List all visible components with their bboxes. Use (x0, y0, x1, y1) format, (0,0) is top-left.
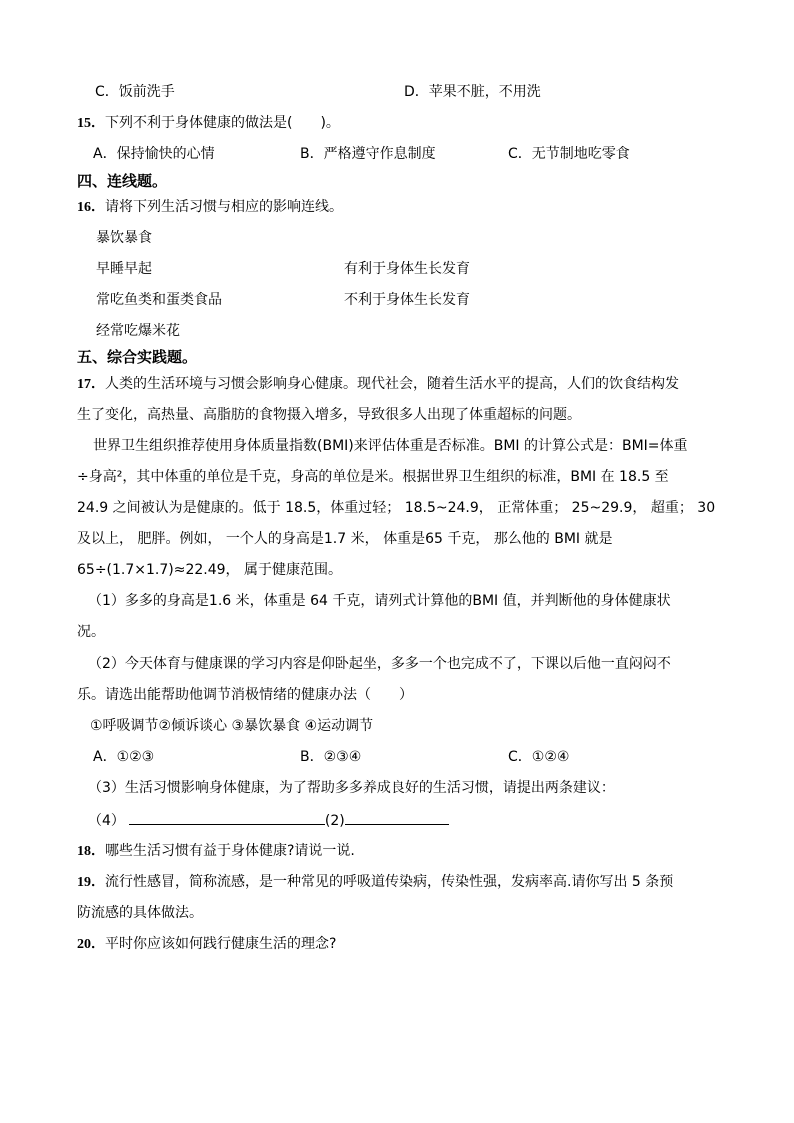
blank-label: （4） (88, 813, 125, 829)
q15-option-b: B．严格遵守作息制度 (300, 146, 436, 162)
q17-sub2-line: 乐。请选出能帮助他调节消极情绪的健康办法（ ） (77, 687, 413, 703)
q17-sub2-choices: ①呼吸调节②倾诉谈心 ③暴饮暴食 ④运动调节 (90, 718, 374, 734)
q17-bmi-line: 65÷(1.7×1.7)≈22.49， 属于健康范围。 (77, 562, 342, 578)
answer-blank-2[interactable] (345, 810, 449, 825)
q16-left-item: 暴饮暴食 (96, 230, 152, 246)
q14-option-c: C．饭前洗手 (95, 84, 175, 100)
q17-bmi-line: 世界卫生组织推荐使用身体质量指数(BMI)来评估体重是否标准。BMI 的计算公式是：BMI=体重 (93, 438, 688, 454)
question-number: 16． (77, 200, 105, 215)
q17-sub3: （3）生活习惯影响身体健康，为了帮助多多养成良好的生活习惯，请提出两条建议： (88, 780, 615, 796)
q17-bmi-line: 及以上， 肥胖。例如， 一个人的身高是1.7 米， 体重是65 千克， 那么他的 BMI 就是 (77, 531, 613, 547)
q16-question (77, 198, 343, 217)
q17-bmi-line: ÷身高²，其中体重的单位是千克，身高的单位是米。根据世界卫生组织的标准，BMI 在 18.5 至 (77, 469, 669, 485)
question-stem: 哪些生活习惯有益于身体健康?请说一说. (105, 843, 355, 859)
q15-option-a: A．保持愉快的心情 (93, 146, 215, 162)
q18-question (77, 842, 355, 861)
q17-intro-line: 生了变化，高热量、高脂肪的食物摄入增多，导致很多人出现了体重超标的问题。 (77, 407, 581, 423)
question-number: 20． (77, 937, 105, 952)
question-stem: 平时你应该如何践行健康生活的理念? (105, 936, 337, 952)
q19-question: 19．流行性感冒，简称流感，是一种常见的呼吸道传染病，传染性强，发病率高.请你写出 5 条预 (77, 874, 674, 890)
q17-sub2-option-b: B．②③④ (300, 749, 362, 765)
q17-intro-line: 17．人类的生活环境与习惯会影响身心健康。现代社会，随着生活水平的提高，人们的饮食结构发 (77, 376, 679, 392)
q20-question (77, 935, 336, 954)
question-number: 18． (77, 844, 105, 859)
section-heading-matching: 四、连线题。 (77, 172, 168, 190)
q16-left-item: 常吃鱼类和蛋类食品 (96, 292, 222, 308)
q17-sub2-option-a: A．①②③ (93, 749, 155, 765)
q16-left-item: 早睡早起 (96, 261, 152, 277)
q17-sub2-line: （2）今天体育与健康课的学习内容是仰卧起坐，多多一个也完成不了，下课以后他一直闷闷不 (88, 656, 671, 672)
q17-answer-blanks (88, 810, 449, 830)
q17-bmi-line: 24.9 之间被认为是健康的。低于 18.5，体重过轻； 18.5~24.9， 正常体重； 25~29.9， 超重； 30 (77, 500, 716, 516)
section-heading-practice: 五、综合实践题。 (77, 348, 198, 366)
question-number: 15． (77, 116, 105, 131)
question-stem: 请将下列生活习惯与相应的影响连线。 (105, 199, 343, 215)
answer-blank-1[interactable] (129, 810, 325, 825)
q17-sub2-option-c: C．①②④ (508, 749, 570, 765)
q16-right-item: 不利于身体生长发育 (344, 292, 470, 308)
question-stem: 下列不利于身体健康的做法是( )。 (105, 115, 340, 131)
q14-option-d: D．苹果不脏，不用洗 (404, 84, 541, 100)
question-number: 19． (77, 875, 105, 890)
question-number: 17． (77, 377, 105, 392)
q16-left-item: 经常吃爆米花 (96, 323, 180, 339)
q17-sub1-line: （1）多多的身高是1.6 米，体重是 64 千克，请列式计算他的BMI 值，并判断他的身体健康状 (88, 593, 671, 609)
q17-sub1-line: 况。 (77, 624, 105, 640)
blank-label: (2) (324, 813, 345, 829)
q15-option-c: C．无节制地吃零食 (508, 146, 630, 162)
q19-question-line: 防流感的具体做法。 (77, 905, 203, 921)
q16-right-item: 有利于身体生长发育 (344, 261, 470, 277)
q15-question (77, 114, 340, 133)
